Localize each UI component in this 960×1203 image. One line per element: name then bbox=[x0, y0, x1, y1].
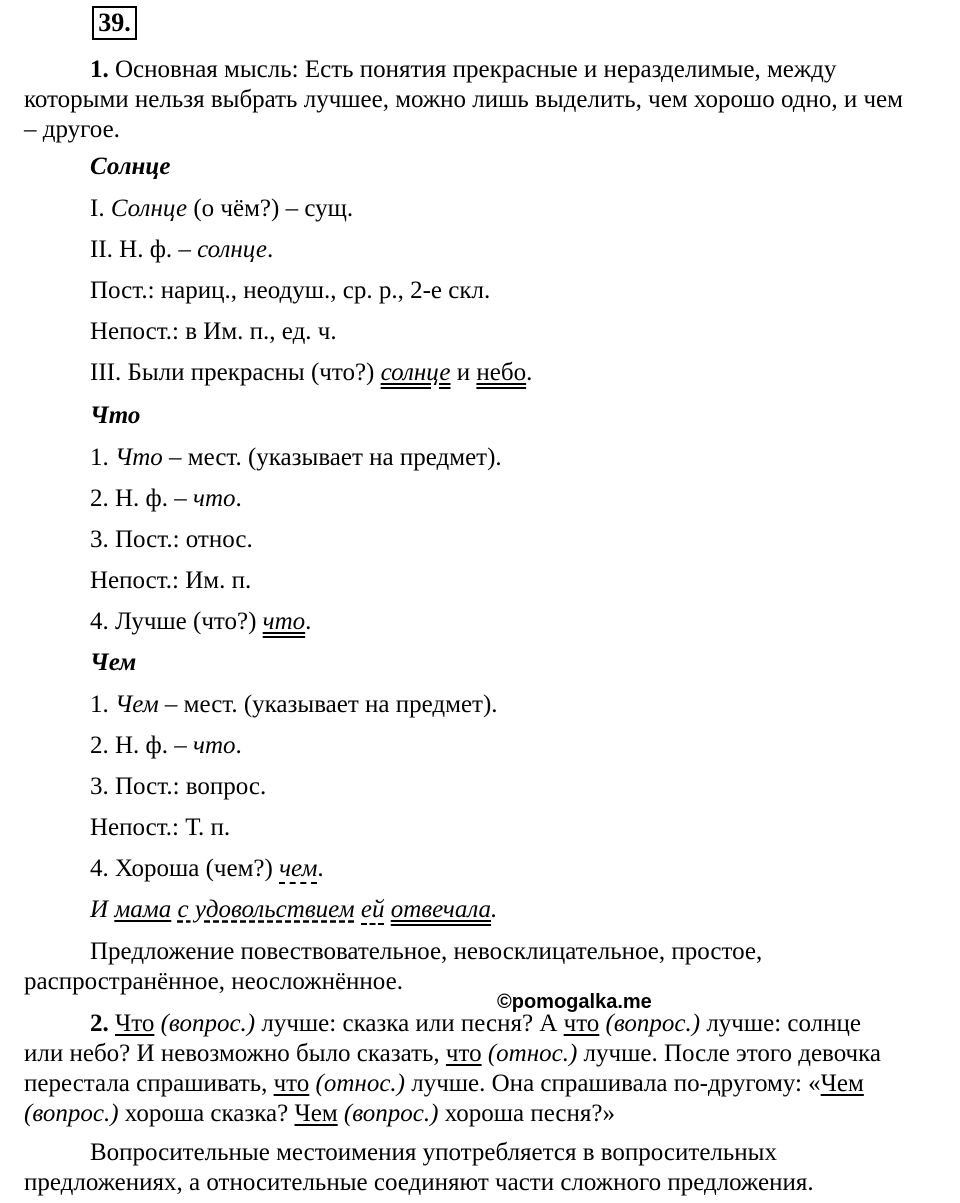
object-word: ей bbox=[360, 896, 385, 923]
heading-chem: Чем bbox=[90, 649, 137, 676]
example-sentence: И мама с удовольствием ей отвечала. bbox=[90, 896, 498, 923]
chto-line-1: 1. Что – мест. (указывает на предмет). bbox=[90, 444, 502, 471]
conclusion-paragraph: Вопросительные местоимения употребляется в вопросительных предложениях, а относительные соединяют части сложного предложения. bbox=[24, 1139, 814, 1196]
solnce-line-1: I. Солнце (о чём?) – сущ. bbox=[90, 195, 354, 222]
chem-line-3: 3. Пост.: вопрос. bbox=[90, 773, 267, 800]
exercise-number: 39. bbox=[92, 6, 137, 40]
main-idea-paragraph: 1. Основная мысль: Есть понятия прекрасные и неразделимые, между которыми нельзя выбрать лучшее, можно лишь выделить, чем хорошо одно, и чем – другое. bbox=[24, 56, 903, 143]
solnce-line-2: II. Н. ф. – солнце. bbox=[90, 236, 274, 263]
chem-line-4: Непост.: Т. п. bbox=[90, 814, 231, 841]
heading-solnce: Солнце bbox=[90, 153, 171, 180]
sentence-description: Предложение повествовательное, невосклицательное, простое, распространённое, неосложнённое. bbox=[24, 938, 763, 995]
chem-line-5: 4. Хороша (чем?) чем. bbox=[90, 855, 324, 882]
watermark: ©pomogalka.me bbox=[497, 991, 652, 1013]
solnce-line-3: Пост.: нариц., неодуш., ср. р., 2-е скл. bbox=[90, 277, 491, 304]
task-2-paragraph: 2. Что (вопрос.) лучше: сказка или песня? А что (вопрос.) лучше: солнце или небо? И невозможно было сказать, что (относ.) лучше. После этого девочка перестала спрашивать, что (относ.) лучше. Она спрашивала по-другому: «Чем (вопрос.) хороша сказка? Чем (вопрос.) хороша песня?» bbox=[24, 1010, 881, 1127]
solnce-line-4: Непост.: в Им. п., ед. ч. bbox=[90, 318, 337, 345]
predicate-word: отвечала bbox=[390, 896, 492, 923]
solnce-line-5: III. Были прекрасны (что?) солнце и небо. bbox=[90, 359, 533, 386]
chem-line-1: 1. Чем – мест. (указывает на предмет). bbox=[90, 691, 498, 718]
adverbial-phrase: с удовольствием bbox=[177, 896, 355, 923]
chto-line-5: 4. Лучше (что?) что. bbox=[90, 608, 312, 635]
chto-line-3: 3. Пост.: относ. bbox=[90, 526, 253, 553]
subject-word: мама bbox=[114, 896, 172, 923]
chto-line-2: 2. Н. ф. – что. bbox=[90, 485, 242, 512]
chem-line-2: 2. Н. ф. – что. bbox=[90, 732, 242, 759]
heading-chto: Что bbox=[90, 402, 141, 429]
chto-line-4: Непост.: Им. п. bbox=[90, 567, 252, 594]
